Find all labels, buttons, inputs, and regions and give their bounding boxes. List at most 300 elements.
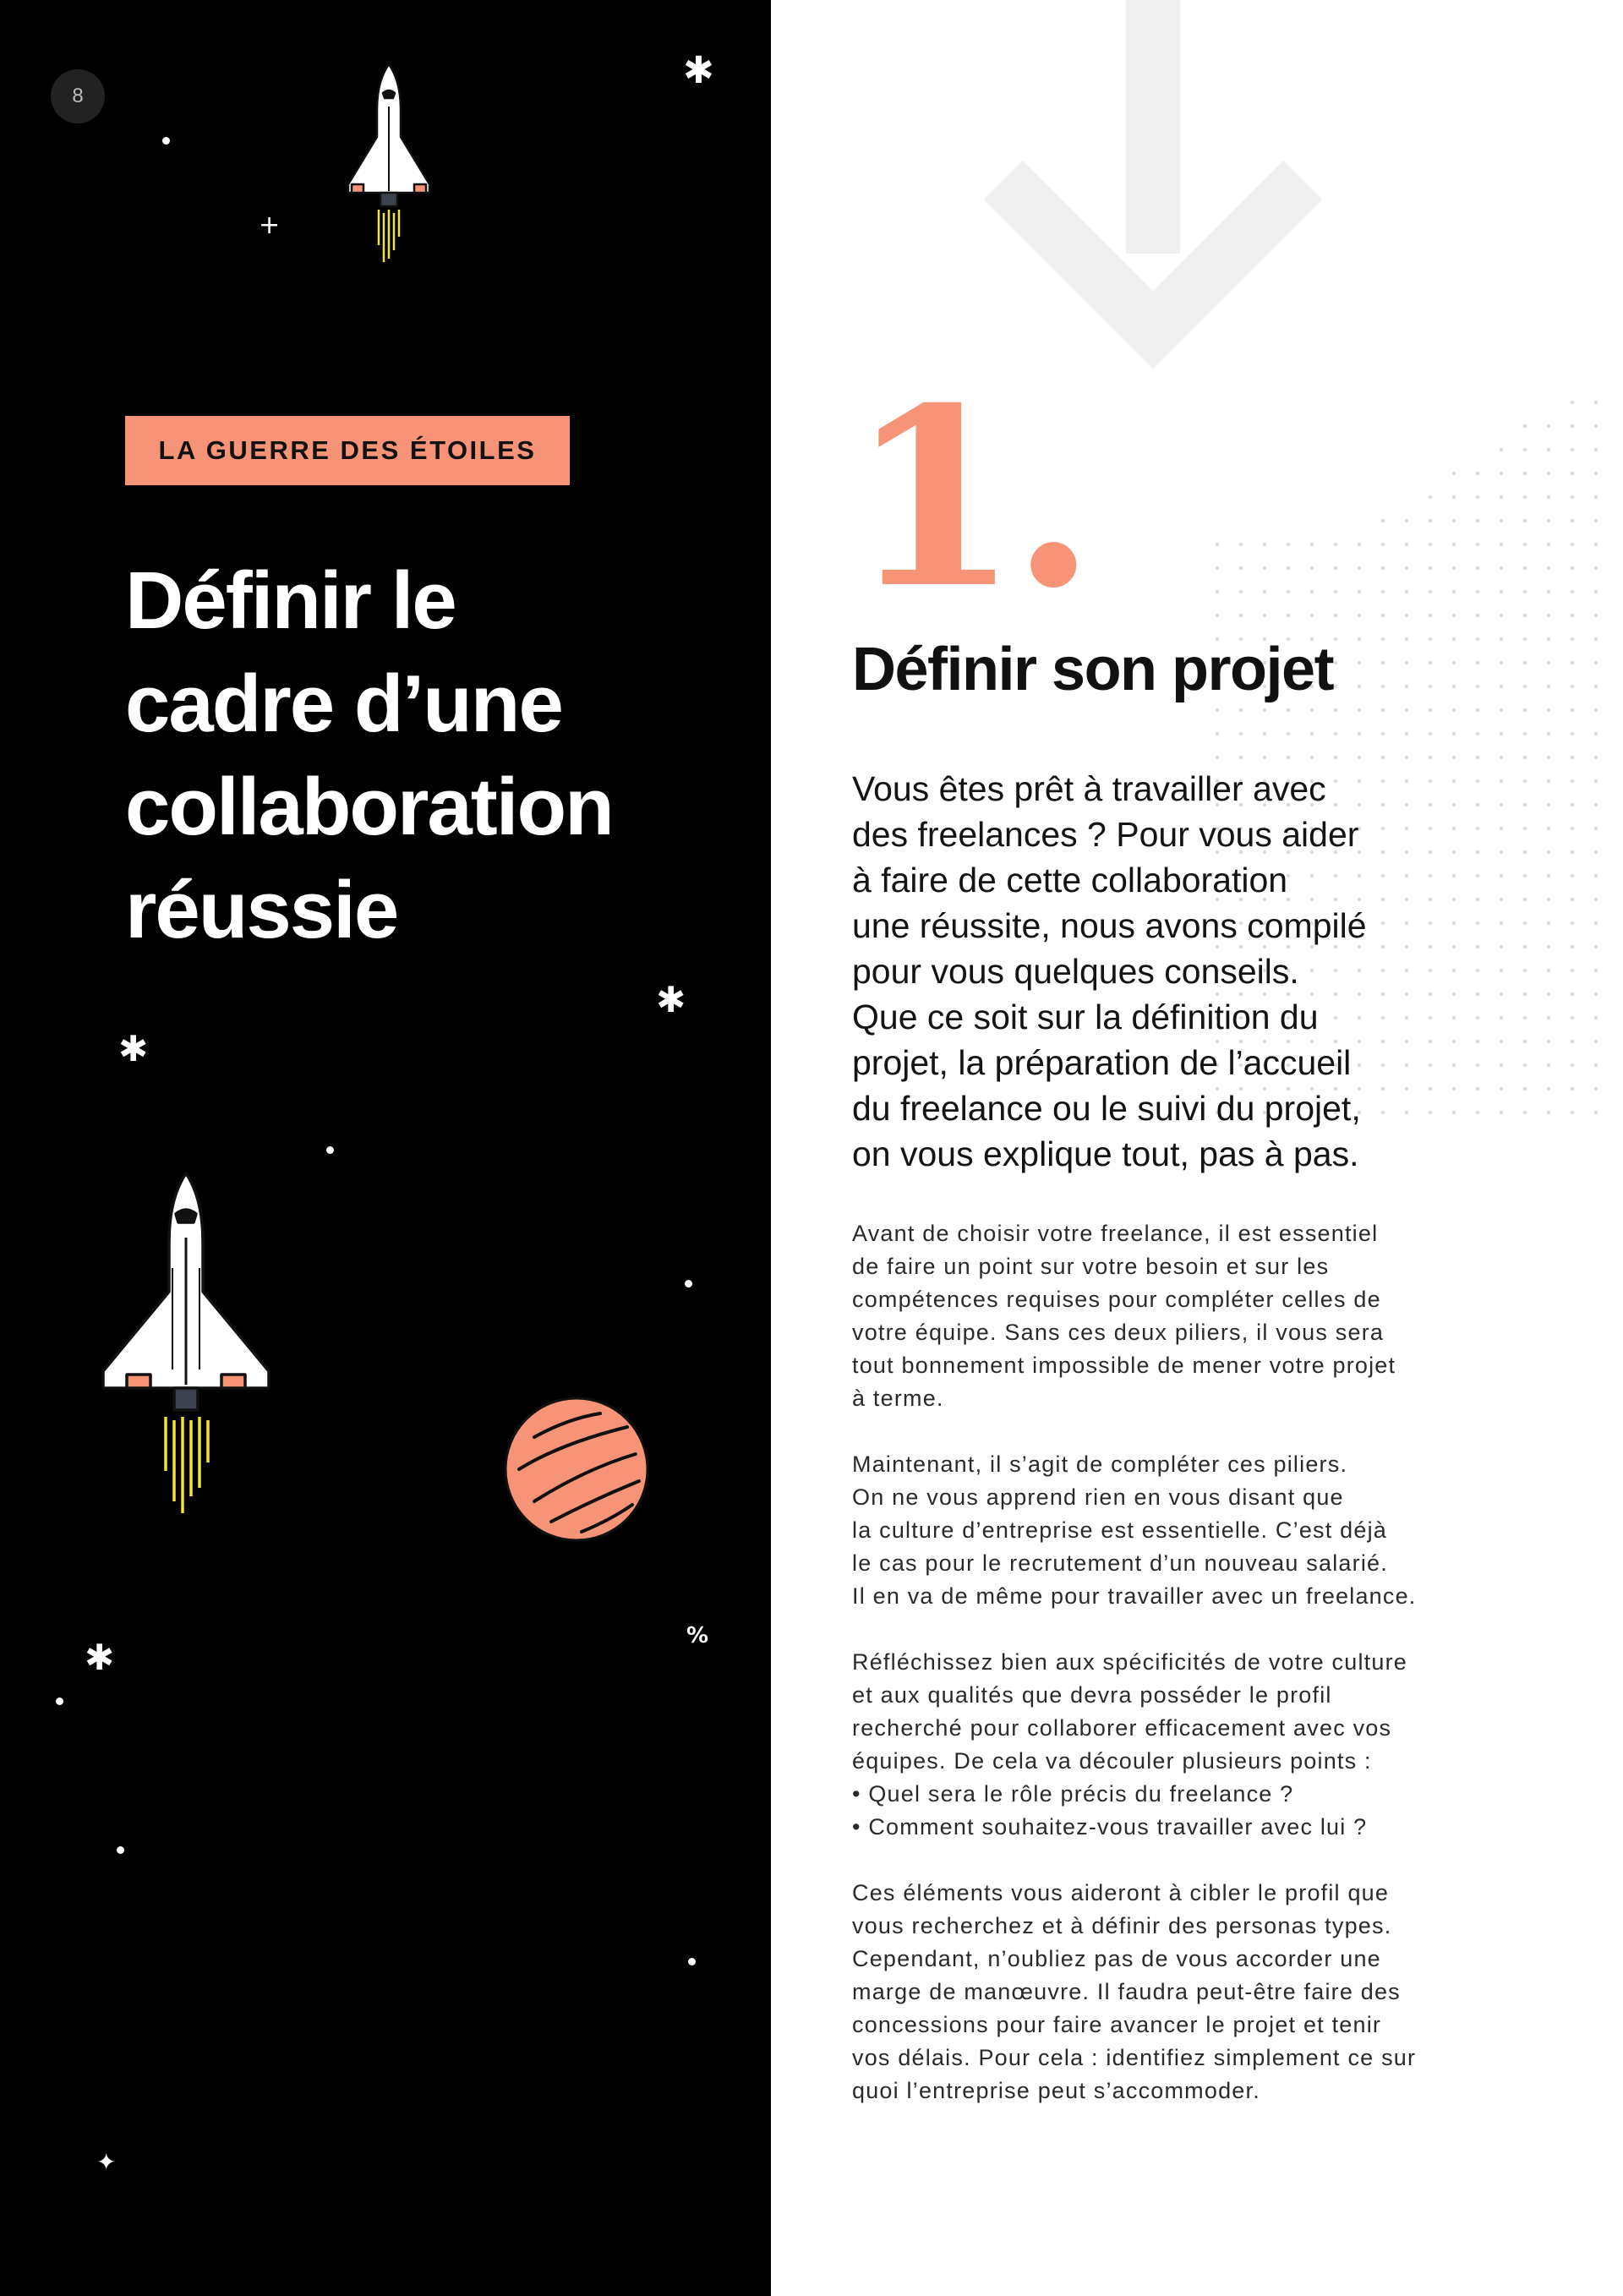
pattern-dot [1405,543,1408,546]
pattern-dot [1334,637,1337,641]
pattern-dot [1405,566,1408,570]
pattern-dot [1594,448,1598,451]
pattern-dot [1500,992,1503,996]
pattern-dot [1500,827,1503,830]
left-panel [0,0,771,2296]
pattern-dot [1571,424,1574,428]
pattern-dot [1594,495,1598,499]
pattern-dot [1358,685,1361,688]
dot-star [688,1958,696,1965]
pattern-dot [1523,1063,1527,1067]
pattern-dot [1594,1087,1598,1091]
pattern-dot [1523,448,1527,451]
pattern-dot [1476,732,1479,735]
pattern-dot [1594,661,1598,664]
pattern-dot [1547,543,1550,546]
pattern-dot [1287,566,1290,570]
pattern-dot [1429,708,1432,712]
dot-star [117,1846,124,1854]
pattern-dot [1594,614,1598,617]
pattern-dot [1263,756,1266,759]
pattern-dot [1571,732,1574,735]
pattern-dot [1358,637,1361,641]
pattern-dot [1547,424,1550,428]
pattern-dot [1476,1111,1479,1114]
pattern-dot [1429,543,1432,546]
pattern-dot [1287,590,1290,593]
main-title [125,549,734,962]
pattern-dot [1523,969,1527,972]
pattern-dot [1405,637,1408,641]
pattern-dot [1547,519,1550,522]
pattern-dot [1523,519,1527,522]
pattern-dot [1476,543,1479,546]
pattern-dot [1476,969,1479,972]
pattern-dot [1476,519,1479,522]
pattern-dot [1334,661,1337,664]
pattern-dot [1547,708,1550,712]
pattern-dot [1594,898,1598,901]
body-line: On ne vous apprend rien en vous disant que [852,1484,1344,1510]
pattern-dot [1216,756,1219,759]
pattern-dot [1571,661,1574,664]
pattern-dot [1571,1040,1574,1043]
intro-line: à faire de cette collaboration [852,861,1288,899]
pattern-dot [1476,921,1479,925]
pattern-dot [1476,566,1479,570]
intro-line: une réussite, nous avons compilé [852,906,1367,945]
pattern-dot [1571,1063,1574,1067]
pattern-dot [1571,850,1574,854]
pattern-dot [1594,779,1598,783]
pattern-dot [1547,945,1550,948]
pattern-dot [1358,732,1361,735]
pattern-dot [1500,1016,1503,1020]
pattern-dot [1571,1016,1574,1020]
pattern-dot [1334,685,1337,688]
pattern-dot [1239,732,1243,735]
pattern-dot [1594,685,1598,688]
pattern-dot [1358,566,1361,570]
asterisk-star-icon: ✱ [85,1637,115,1678]
pattern-dot [1547,1087,1550,1091]
asterisk-star-icon: ✱ [683,49,714,92]
pattern-dot [1476,637,1479,641]
pattern-dot [1594,803,1598,806]
intro-line: on vous explique tout, pas à pas. [852,1134,1359,1173]
body-line: compétences requises pour compléter celles de [852,1287,1381,1312]
bullet-item: • Quel sera le rôle précis du freelance ? [852,1781,1294,1807]
pattern-dot [1334,614,1337,617]
pattern-dot [1571,519,1574,522]
pattern-dot [1594,732,1598,735]
pattern-dot [1523,424,1527,428]
pattern-dot [1594,850,1598,854]
pattern-dot [1594,543,1598,546]
pattern-dot [1523,779,1527,783]
pattern-dot [1239,614,1243,617]
pattern-dot [1452,637,1456,641]
pattern-dot [1594,874,1598,877]
pattern-dot [1476,685,1479,688]
body-line: Avant de choisir votre freelance, il est essentiel [852,1221,1379,1246]
body-line: concessions pour faire avancer le projet et tenir [852,2012,1382,2037]
pattern-dot [1523,945,1527,948]
pattern-dot [1381,519,1385,522]
pattern-dot [1523,708,1527,712]
section-number: 1. [849,355,1088,642]
planet-icon [500,1393,653,1545]
pattern-dot [1287,543,1290,546]
pattern-dot [1334,708,1337,712]
pattern-dot [1500,590,1503,593]
pattern-dot [1358,708,1361,712]
small-rocket-icon [330,59,448,279]
pattern-dot [1571,566,1574,570]
pattern-dot [1594,590,1598,593]
pattern-dot [1381,543,1385,546]
pattern-dot [1381,756,1385,759]
pattern-dot [1547,590,1550,593]
pattern-dot [1405,685,1408,688]
pattern-dot [1571,779,1574,783]
pattern-dot [1571,448,1574,451]
pattern-dot [1547,921,1550,925]
pattern-dot [1523,543,1527,546]
pattern-dot [1452,614,1456,617]
pattern-dot [1523,898,1527,901]
intro-paragraph [852,766,1461,1177]
pattern-dot [1263,543,1266,546]
pattern-dot [1429,661,1432,664]
pattern-dot [1429,732,1432,735]
pattern-dot [1239,590,1243,593]
pattern-dot [1239,543,1243,546]
pattern-dot [1405,519,1408,522]
pattern-dot [1263,566,1266,570]
pattern-dot [1547,732,1550,735]
pattern-dot [1571,921,1574,925]
main-title-line: collaboration [125,762,613,852]
pattern-dot [1571,543,1574,546]
pattern-dot [1523,1087,1527,1091]
pattern-dot [1358,543,1361,546]
pattern-dot [1452,708,1456,712]
pattern-dot [1547,566,1550,570]
pattern-dot [1571,614,1574,617]
body-line: Cependant, n’oubliez pas de vous accorder une [852,1946,1381,1971]
pattern-dot [1571,472,1574,475]
pattern-dot [1500,1040,1503,1043]
pattern-dot [1500,969,1503,972]
body-line: Il en va de même pour travailler avec un freelance. [852,1583,1417,1609]
pattern-dot [1523,637,1527,641]
bullet-item: • Comment souhaitez-vous travailler avec lui ? [852,1814,1368,1840]
pattern-dot [1594,401,1598,404]
pattern-dot [1334,756,1337,759]
pattern-dot [1476,874,1479,877]
pattern-dot [1405,661,1408,664]
pattern-dot [1334,590,1337,593]
pattern-dot [1476,945,1479,948]
pattern-dot [1334,543,1337,546]
intro-line: projet, la préparation de l’accueil [852,1043,1352,1082]
pattern-dot [1571,874,1574,877]
pattern-dot [1547,1063,1550,1067]
pattern-dot [1594,756,1598,759]
pattern-dot [1334,566,1337,570]
pattern-dot [1500,543,1503,546]
pattern-dot [1547,803,1550,806]
pattern-dot [1547,779,1550,783]
pattern-dot [1476,708,1479,712]
pattern-dot [1547,992,1550,996]
pattern-dot [1500,448,1503,451]
pattern-dot [1405,732,1408,735]
large-rocket-icon [93,1167,279,1530]
pattern-dot [1310,543,1314,546]
pattern-dot [1571,637,1574,641]
pattern-dot [1429,566,1432,570]
body-line: tout bonnement impossible de mener votre projet [852,1353,1396,1378]
pattern-dot [1594,519,1598,522]
body-text [852,1217,1495,2140]
pattern-dot [1381,708,1385,712]
pattern-dot [1405,614,1408,617]
pattern-dot [1500,732,1503,735]
pattern-dot [1381,661,1385,664]
pattern-dot [1500,685,1503,688]
pattern-dot [1476,898,1479,901]
pattern-dot [1523,661,1527,664]
pattern-dot [1594,1063,1598,1067]
pattern-dot [1523,992,1527,996]
pattern-dot [1358,614,1361,617]
pattern-dot [1523,1040,1527,1043]
body-line: la culture d’entreprise est essentielle. C’est déjà [852,1517,1387,1543]
pattern-dot [1547,1016,1550,1020]
pattern-dot [1358,661,1361,664]
dot-star [326,1146,334,1154]
pattern-dot [1523,756,1527,759]
intro-line: des freelances ? Pour vous aider [852,815,1359,854]
pattern-dot [1523,803,1527,806]
body-line: à terme. [852,1386,944,1411]
pattern-dot [1594,827,1598,830]
body-line: de faire un point sur votre besoin et sur les [852,1254,1330,1279]
pattern-dot [1500,519,1503,522]
asterisk-star-icon: ✱ [656,979,686,1020]
body-line: Maintenant, il s’agit de compléter ces piliers. [852,1451,1348,1477]
pattern-dot [1547,1040,1550,1043]
pattern-dot [1594,708,1598,712]
pattern-dot [1381,614,1385,617]
pattern-dot [1547,827,1550,830]
pattern-dot [1547,969,1550,972]
pattern-dot [1500,637,1503,641]
body-line: Ces éléments vous aideront à cibler le profil que [852,1880,1390,1905]
pattern-dot [1405,590,1408,593]
percent-symbol: % [686,1623,709,1648]
category-tag: LA GUERRE DES ÉTOILES [125,416,570,485]
pattern-dot [1429,495,1432,499]
pattern-dot [1523,472,1527,475]
pattern-dot [1523,1111,1527,1114]
pattern-dot [1452,543,1456,546]
pattern-dot [1381,590,1385,593]
pattern-dot [1500,874,1503,877]
pattern-dot [1571,898,1574,901]
pattern-dot [1594,424,1598,428]
body-line: recherché pour collaborer efficacement avec vos [852,1715,1392,1741]
pattern-dot [1594,566,1598,570]
pattern-dot [1429,519,1432,522]
intro-line: pour vous quelques conseils. [852,952,1299,991]
pattern-dot [1476,1040,1479,1043]
pattern-dot [1500,1111,1503,1114]
pattern-dot [1571,590,1574,593]
pattern-dot [1594,472,1598,475]
pattern-dot [1500,945,1503,948]
pattern-dot [1405,708,1408,712]
pattern-dot [1571,803,1574,806]
pattern-dot [1571,495,1574,499]
plus-star-icon: + [259,210,281,240]
pattern-dot [1476,992,1479,996]
pattern-dot [1476,495,1479,499]
pattern-dot [1452,566,1456,570]
dot-star [162,137,170,145]
pattern-dot [1594,969,1598,972]
pattern-dot [1452,495,1456,499]
pattern-dot [1547,874,1550,877]
pattern-dot [1523,614,1527,617]
pattern-dot [1500,708,1503,712]
pattern-dot [1571,1087,1574,1091]
pattern-dot [1571,969,1574,972]
pattern-dot [1263,732,1266,735]
pattern-dot [1594,1016,1598,1020]
pattern-dot [1381,732,1385,735]
body-line: et aux qualités que devra posséder le profil [852,1682,1332,1708]
pattern-dot [1594,945,1598,948]
pattern-dot [1523,732,1527,735]
pattern-dot [1523,827,1527,830]
pattern-dot [1429,614,1432,617]
pattern-dot [1523,1016,1527,1020]
pattern-dot [1547,756,1550,759]
pattern-dot [1500,850,1503,854]
body-line: quoi l’entreprise peut s’accommoder. [852,2078,1260,2103]
pattern-dot [1547,614,1550,617]
pattern-dot [1216,614,1219,617]
arrow-down-icon [975,0,1331,372]
pattern-dot [1500,921,1503,925]
body-line: le cas pour le recrutement d’un nouveau salarié. [852,1550,1388,1576]
sparkle-icon: ✦ [96,2148,117,2176]
pattern-dot [1523,850,1527,854]
pattern-dot [1476,1016,1479,1020]
pattern-dot [1263,614,1266,617]
pattern-dot [1571,992,1574,996]
pattern-dot [1452,756,1456,759]
pattern-dot [1571,1111,1574,1114]
pattern-dot [1594,637,1598,641]
pattern-dot [1476,1087,1479,1091]
pattern-dot [1216,566,1219,570]
pattern-dot [1594,992,1598,996]
pattern-dot [1310,566,1314,570]
pattern-dot [1500,614,1503,617]
pattern-dot [1594,1111,1598,1114]
pattern-dot [1452,590,1456,593]
pattern-dot [1216,732,1219,735]
pattern-dot [1287,756,1290,759]
pattern-dot [1523,685,1527,688]
pattern-dot [1310,614,1314,617]
pattern-dot [1547,472,1550,475]
pattern-dot [1216,543,1219,546]
pattern-dot [1571,945,1574,948]
pattern-dot [1452,519,1456,522]
body-line: Réfléchissez bien aux spécificités de votre culture [852,1649,1407,1675]
pattern-dot [1523,495,1527,499]
pattern-dot [1476,827,1479,830]
pattern-dot [1476,850,1479,854]
pattern-dot [1429,637,1432,641]
pattern-dot [1547,448,1550,451]
body-paragraph [852,1448,1495,1613]
pattern-dot [1547,661,1550,664]
pattern-dot [1381,685,1385,688]
pattern-dot [1500,566,1503,570]
pattern-dot [1571,708,1574,712]
pattern-dot [1476,661,1479,664]
intro-line: Vous êtes prêt à travailler avec [852,769,1326,808]
pattern-dot [1239,566,1243,570]
dot-star [685,1280,692,1287]
pattern-dot [1334,732,1337,735]
pattern-dot [1500,661,1503,664]
pattern-dot [1429,756,1432,759]
pattern-dot [1358,590,1361,593]
pattern-dot [1310,756,1314,759]
pattern-dot [1547,898,1550,901]
pattern-dot [1476,590,1479,593]
pattern-dot [1571,756,1574,759]
intro-line: Que ce soit sur la définition du [852,998,1319,1036]
pattern-dot [1287,614,1290,617]
pattern-dot [1476,756,1479,759]
body-line: votre équipe. Sans ces deux piliers, il vous sera [852,1320,1385,1345]
body-paragraph [852,1646,1495,1844]
main-title-line: réussie [125,865,398,955]
pattern-dot [1476,614,1479,617]
pattern-dot [1452,685,1456,688]
pattern-dot [1547,850,1550,854]
main-title-line: cadre d’une [125,659,562,749]
pattern-dot [1381,637,1385,641]
pattern-dot [1547,495,1550,499]
pattern-dot [1523,566,1527,570]
pattern-dot [1547,637,1550,641]
pattern-dot [1476,779,1479,783]
pattern-dot [1216,590,1219,593]
body-line: vos délais. Pour cela : identifiez simplement ce sur [852,2045,1417,2070]
pattern-dot [1310,732,1314,735]
body-line: vous recherchez et à définir des personas types. [852,1913,1392,1938]
pattern-dot [1500,898,1503,901]
